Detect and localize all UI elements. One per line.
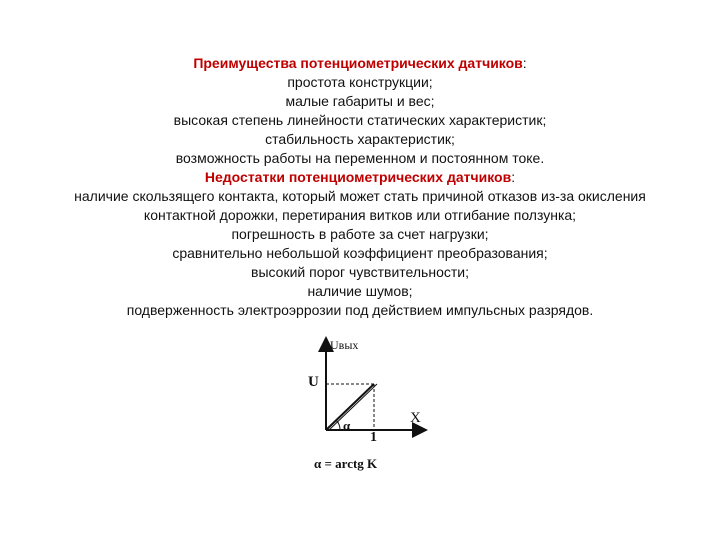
hatch-line <box>329 384 377 430</box>
advantage-item: высокая степень линейности статических характеристик; <box>173 112 547 128</box>
advantage-item: простота конструкции; <box>287 74 433 90</box>
alpha-label: α <box>343 418 351 433</box>
characteristic-figure <box>300 338 430 478</box>
y-axis-label: Uвых <box>330 338 359 352</box>
disadvantage-item: высокий порог чувствительности; <box>251 264 469 280</box>
advantage-item: возможность работы на переменном и постоянном токе. <box>175 150 545 166</box>
formula: α = arctg K <box>314 456 378 471</box>
disadvantage-item: погрешность в работе за счет нагрузки; <box>231 226 489 242</box>
disadvantage-item: подверженность электроэррозии под действием импульсных разрядов. <box>126 302 594 318</box>
advantage-item: малые габариты и вес; <box>285 93 435 109</box>
x-axis-label: X <box>410 410 421 426</box>
advantage-item: стабильность характеристик; <box>265 131 455 147</box>
disadvantages-heading: Недостатки потенциометрических датчиков: <box>204 169 516 185</box>
disadvantage-item: сравнительно небольшой коэффициент преобразования; <box>172 245 548 261</box>
advantages-heading: Преимущества потенциометрических датчиков: <box>193 55 527 71</box>
disadvantage-item: контактной дорожки, перетирания витков или отгибание ползунка; <box>143 207 577 223</box>
disadvantage-item: наличие шумов; <box>307 283 413 299</box>
disadvantage-item: наличие скользящего контакта, который может стать причиной отказов из-за окисления <box>74 188 646 204</box>
one-label: 1 <box>370 430 377 445</box>
text-block <box>0 54 720 320</box>
u-label: U <box>308 374 319 390</box>
